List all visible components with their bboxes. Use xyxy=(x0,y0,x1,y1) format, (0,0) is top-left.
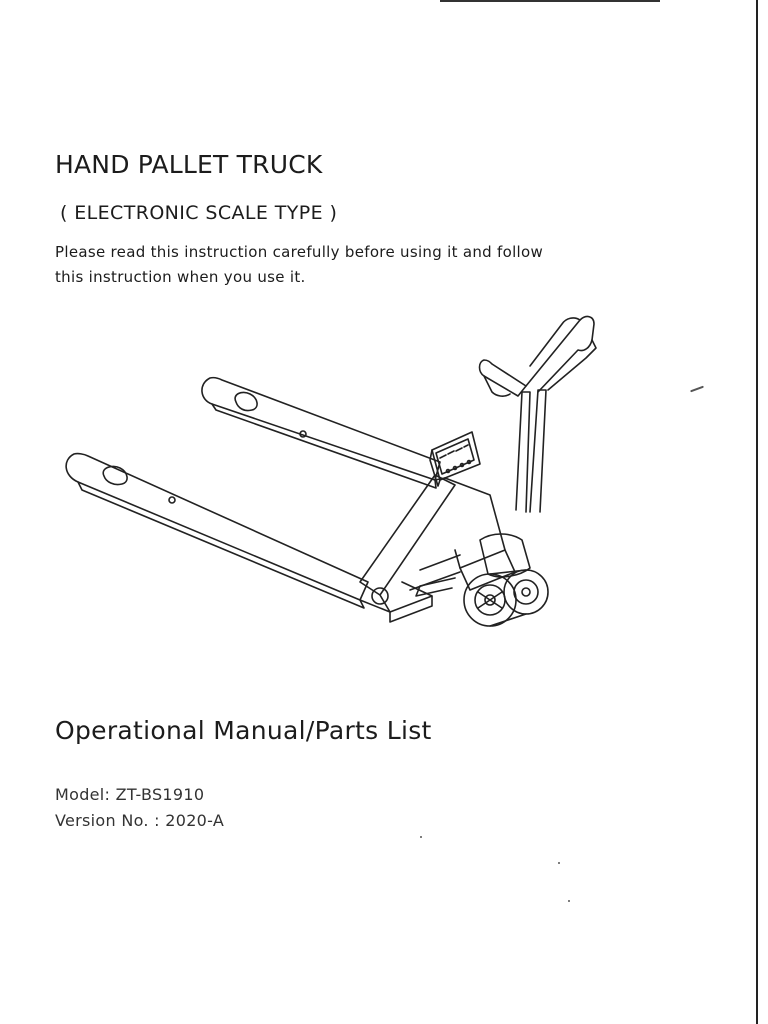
scan-speck xyxy=(568,900,570,902)
instruction-text xyxy=(55,240,655,290)
scan-top-edge xyxy=(440,0,660,2)
instruction-line-2: this instruction when you use it. xyxy=(55,268,306,286)
document-subtitle: ( ELECTRONIC SCALE TYPE ) xyxy=(60,202,338,224)
model-info xyxy=(55,782,224,834)
scan-speck xyxy=(420,836,422,838)
scan-speck xyxy=(690,386,704,393)
front-fork xyxy=(66,454,432,622)
document-title: HAND PALLET TRUCK xyxy=(55,150,323,179)
scan-right-edge xyxy=(756,0,758,1024)
scan-speck xyxy=(558,862,560,864)
manual-title: Operational Manual/Parts List xyxy=(55,716,432,745)
model-number: Model: ZT-BS1910 xyxy=(55,785,205,804)
scale-display xyxy=(430,432,480,486)
version-number: Version No. : 2020-A xyxy=(55,811,225,830)
truck-wheels xyxy=(464,570,548,626)
pallet-truck-illustration xyxy=(60,300,600,650)
truck-handle xyxy=(480,317,597,512)
instruction-line-1: Please read this instruction carefully before using it and follow xyxy=(55,243,544,261)
rear-fork xyxy=(202,378,440,488)
